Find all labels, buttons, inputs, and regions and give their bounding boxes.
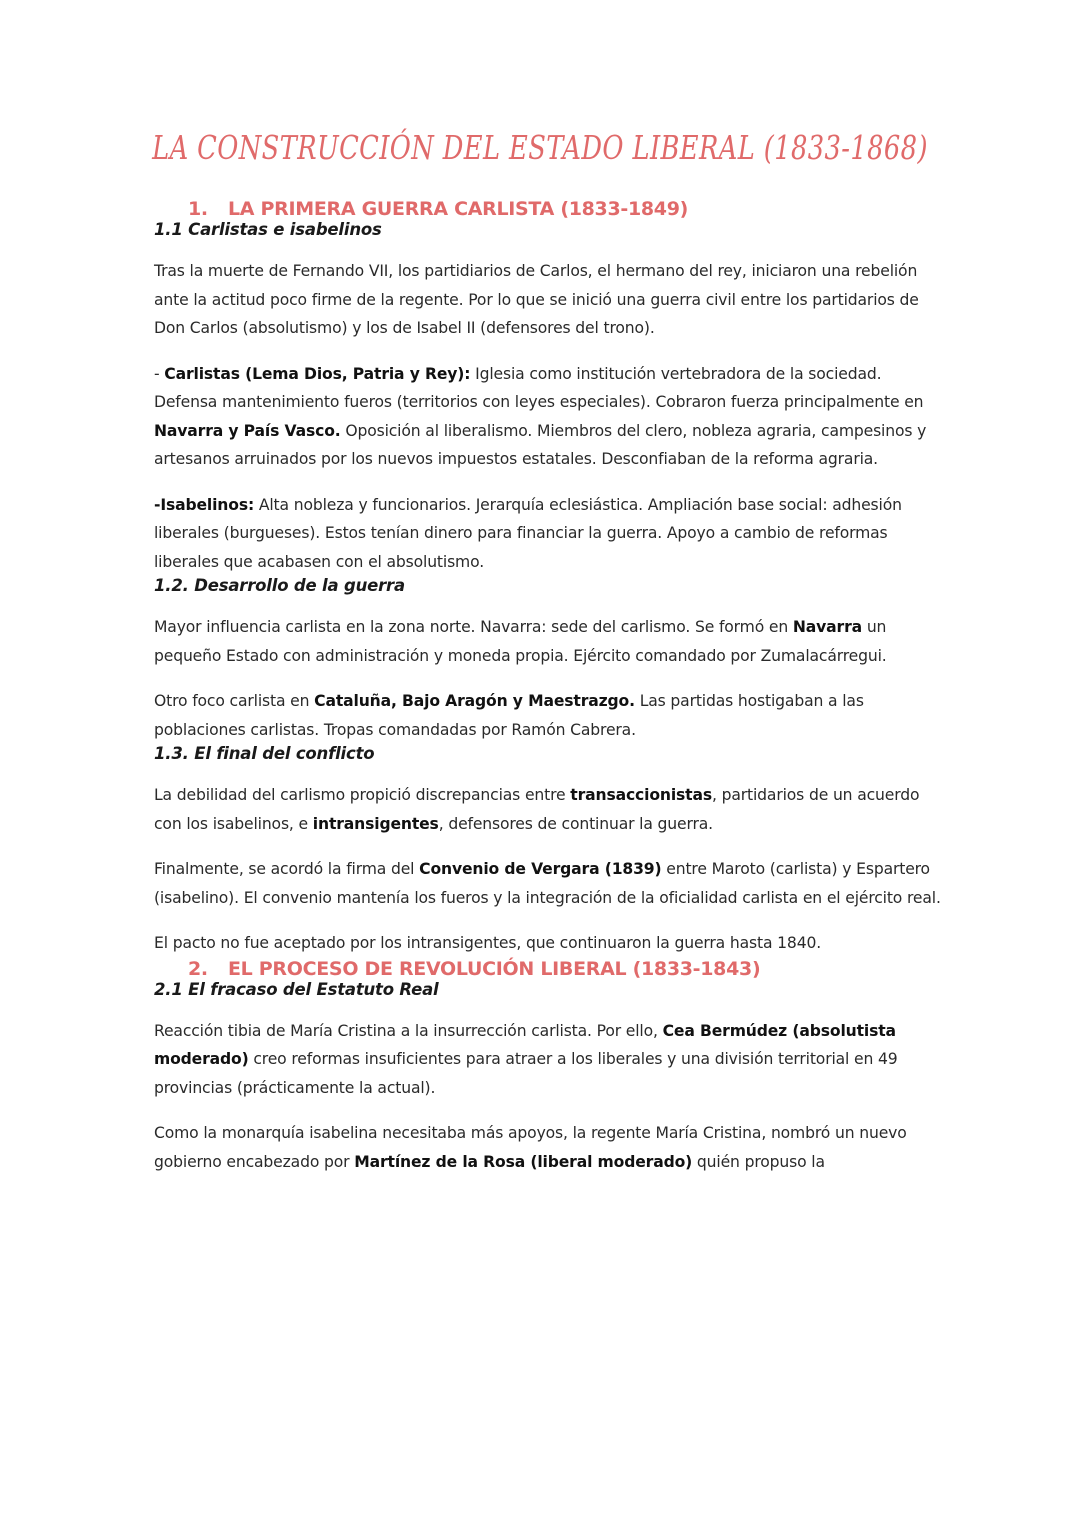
paragraph <box>154 781 944 838</box>
bold-text: Navarra y País Vasco. <box>154 421 341 440</box>
text: Las partidas hostigaban a las poblaciones carlistas. Tropas comandadas por Ramón Cabrera. <box>154 692 864 739</box>
bold-text: transaccionistas <box>570 786 712 804</box>
section-2-number: 2. <box>188 957 208 980</box>
document-title: LA CONSTRUCCIÓN DEL ESTADO LIBERAL (1833-1868) <box>152 128 928 167</box>
paragraph: Tras la muerte de Fernando VII, los partidiarios de Carlos, el hermano del rey, iniciaron una rebelión ante la actitud poco firme de la regente. Por lo que se inició una guerra civil entre los partidarios de Don Carlos (absolutismo) y los de Isabel II (defensores del trono). <box>154 262 919 337</box>
bold-text: Martínez de la Rosa (liberal moderado) <box>354 1152 693 1171</box>
list-dash: - <box>154 364 165 383</box>
subsection-1-2-heading: 1.2. Desarrollo de la guerra <box>154 576 405 595</box>
paragraph <box>154 855 944 912</box>
text: entre Maroto (carlista) y Espartero (isabelino). El convenio mantenía los fueros y la integración de la oficialidad carlista en el ejército real. <box>154 860 941 907</box>
paragraph <box>154 613 944 670</box>
text: un pequeño Estado con administración y moneda propia. Ejército comandado por Zumalacárregui. <box>154 618 887 665</box>
text: Reacción tibia de María Cristina a la insurrección carlista. Por ello, <box>154 1021 663 1040</box>
text: creo reformas insuficientes para atraer a los liberales y una división territorial en 49 provincias (prácticamente la actual). <box>154 1050 898 1097</box>
paragraph <box>154 360 944 474</box>
bold-text: -Isabelinos: <box>154 495 255 514</box>
paragraph <box>154 687 944 744</box>
paragraph: El pacto no fue aceptado por los intransigentes, que continuaron la guerra hasta 1840. <box>154 934 822 952</box>
paragraph <box>154 1119 944 1176</box>
section-1-title: LA PRIMERA GUERRA CARLISTA (1833-1849) <box>228 198 689 220</box>
section-2-title: EL PROCESO DE REVOLUCIÓN LIBERAL (1833-1843) <box>228 957 761 980</box>
bold-text: Cataluña, Bajo Aragón y Maestrazgo. <box>314 692 635 710</box>
paragraph <box>154 491 944 577</box>
subsection-1-1-heading: 1.1 Carlistas e isabelinos <box>154 220 382 239</box>
text: Mayor influencia carlista en la zona norte. Navarra: sede del carlismo. Se formó en <box>154 618 793 636</box>
text: , partidarios de un acuerdo con los isabelinos, e <box>154 786 920 833</box>
bold-text: Carlistas (Lema Dios, Patria y Rey): <box>164 364 471 383</box>
section-1-heading <box>154 198 944 220</box>
text: Como la monarquía isabelina necesitaba más apoyos, la regente María Cristina, nombró un nuevo gobierno encabezado por <box>154 1124 907 1171</box>
text: Alta nobleza y funcionarios. Jerarquía eclesiástica. Ampliación base social: adhesión liberales (burgueses). Estos tenían dinero para financiar la guerra. Apoyo a cambio de reformas liberales que acabasen con el absolutismo. <box>154 495 902 571</box>
text: , defensores de continuar la guerra. <box>438 814 713 833</box>
subsection-2-1-heading: 2.1 El fracaso del Estatuto Real <box>154 979 439 999</box>
subsection-1-3-heading: 1.3. El final del conflicto <box>154 744 375 763</box>
bold-text: intransigentes <box>312 814 439 833</box>
section-2-heading <box>154 958 944 980</box>
section-1-number: 1. <box>188 198 208 220</box>
text: La debilidad del carlismo propició discrepancias entre <box>154 786 571 804</box>
text: quién propuso la <box>692 1152 825 1171</box>
paragraph <box>154 1017 944 1103</box>
bold-text: Navarra <box>792 618 863 636</box>
text: Finalmente, se acordó la firma del <box>154 860 420 878</box>
bold-text: Cea Bermúdez (absolutista moderado) <box>154 1021 896 1068</box>
text: Oposición al liberalismo. Miembros del clero, nobleza agraria, campesinos y artesanos arruinados por los nuevos impuestos estatales. Desconfiaban de la reforma agraria. <box>154 421 927 468</box>
document-body <box>154 198 944 1176</box>
bold-text: Convenio de Vergara (1839) <box>419 860 662 878</box>
text: Otro foco carlista en <box>154 692 315 710</box>
text: Iglesia como institución vertebradora de la sociedad. Defensa mantenimiento fueros (territorios con leyes especiales). Cobraron fuerza principalmente en <box>154 364 924 411</box>
